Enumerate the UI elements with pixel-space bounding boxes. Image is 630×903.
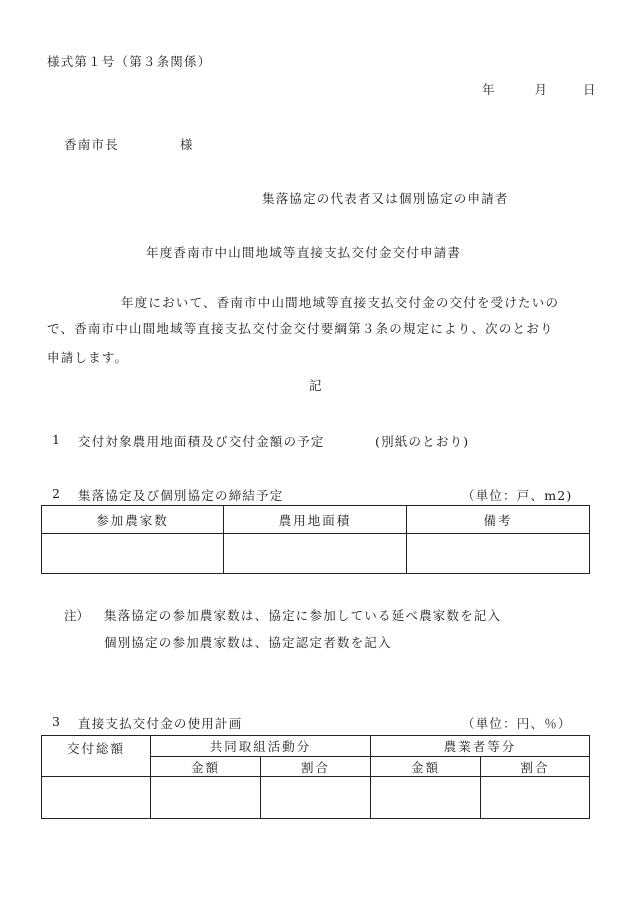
header-total-grant: 交付総額 [42, 736, 151, 777]
date-month: 月 [534, 82, 548, 97]
body-line-1: 年度において、香南市中山間地域等直接支払交付金の交付を受けたいの [121, 295, 560, 310]
notes-label: 注） [64, 608, 90, 623]
header-remarks: 備考 [407, 506, 590, 534]
cell-total-grant[interactable] [42, 777, 151, 819]
header-joint-activity: 共同取組活動分 [151, 736, 371, 757]
header-farmland-area: 農用地面積 [224, 506, 407, 534]
ki-mark: 記 [309, 378, 322, 393]
cell-remarks[interactable] [407, 534, 590, 574]
header-farmer-share: 農業者等分 [371, 736, 590, 757]
participation-header-row [42, 506, 590, 534]
cell-farmer-ratio[interactable] [481, 777, 590, 819]
section1-number: 1 [52, 432, 60, 447]
section2-number: 2 [52, 486, 60, 501]
header-farmer-amount: 金額 [371, 757, 481, 777]
applicant-title: 集落協定の代表者又は個別協定の申請者 [262, 191, 509, 206]
addressee-honorific: 様 [180, 137, 193, 152]
addressee-name: 香南市長 [64, 137, 119, 152]
usage-header-row-1 [42, 736, 590, 757]
section1-note: (別紙のとおり) [375, 434, 470, 449]
body-line-3: 申請します。 [47, 350, 129, 365]
section2-unit: （単位：戸、m2) [462, 488, 573, 503]
header-joint-amount: 金額 [151, 757, 261, 777]
participation-input-row [42, 534, 590, 574]
notes-line-1: 集落協定の参加農家数は、協定に参加している延べ農家数を記入 [104, 608, 502, 623]
header-farmer-ratio: 割合 [481, 757, 590, 777]
cell-participating-farmers[interactable] [42, 534, 224, 574]
notes-line-2: 個別協定の参加農家数は、協定認定者数を記入 [104, 635, 392, 650]
section2-title: 集落協定及び個別協定の締結予定 [78, 488, 284, 503]
cell-farmer-amount[interactable] [371, 777, 481, 819]
usage-plan-table [41, 735, 590, 819]
body-line-2: で、香南市中山間地域等直接支払交付金交付要綱第３条の規定により、次のとおり [47, 321, 554, 336]
document-title: 年度香南市中山間地域等直接支払交付金交付申請書 [146, 245, 462, 260]
section1-title: 交付対象農用地面積及び交付金額の予定 [78, 434, 325, 449]
form-number: 様式第１号（第３条関係） [47, 54, 212, 69]
header-participating-farmers: 参加農家数 [42, 506, 224, 534]
section3-unit: （単位：円、％） [462, 716, 572, 731]
section3-number: 3 [52, 714, 60, 729]
usage-input-row [42, 777, 590, 819]
cell-joint-amount[interactable] [151, 777, 261, 819]
cell-farmland-area[interactable] [224, 534, 407, 574]
participation-table [41, 505, 590, 574]
date-year: 年 [482, 82, 495, 97]
section3-title: 直接支払交付金の使用計画 [78, 716, 243, 731]
date-day: 日 [583, 82, 596, 97]
header-joint-ratio: 割合 [261, 757, 371, 777]
cell-joint-ratio[interactable] [261, 777, 371, 819]
date-line [482, 80, 596, 98]
